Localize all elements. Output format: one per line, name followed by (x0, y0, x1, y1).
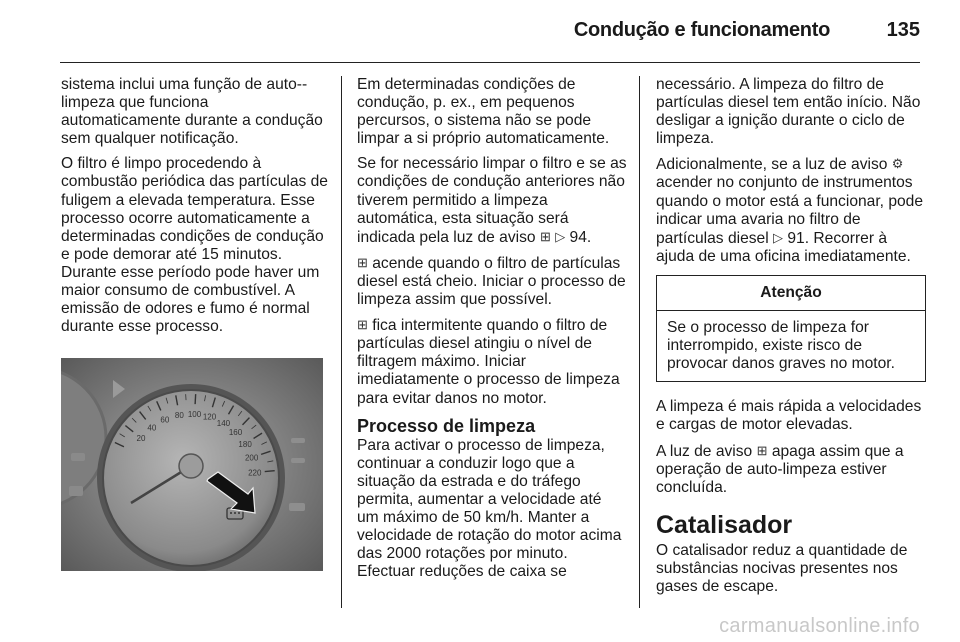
paragraph: A limpeza é mais rápida a velocidades e cargas de motor elevadas. (656, 398, 922, 434)
dpf-warning-icon: ⊞ (357, 254, 368, 270)
dpf-warning-icon: ⊞ (539, 228, 551, 244)
column-2 (357, 76, 627, 588)
dpf-warning-icon: ⊞ (756, 442, 768, 458)
speedometer-tick-label: 100 (187, 410, 202, 420)
column-divider-2 (639, 76, 640, 608)
column-1 (61, 76, 329, 343)
paragraph: sistema inclui uma função de auto--limpeza que funciona automaticamente durante a condução sem qualquer notificação. (61, 76, 323, 148)
speedometer-tick-label: 160 (228, 428, 243, 438)
paragraph: ⊞ acende quando o filtro de partículas diesel está cheio. Iniciar o processo de limpeza assim que possível. (357, 254, 626, 309)
paragraph: Em determinadas condições de condução, p. ex., em pequenos percursos, o sistema não se pode limpar a si próprio automaticamente. (357, 76, 610, 148)
speedometer-tick-label: 140 (216, 418, 231, 428)
section-heading: Processo de limpeza (357, 415, 536, 436)
paragraph: O filtro é limpo procedendo à combustão periódica das partículas de fuligem a elevada temperatura. Esse processo ocorre automaticamente a determinadas condições de condução e pode demorar até 15 minutos. Durante esse período pode haver um maior consumo de combustível. A emissão de odores e fumo é normal durante esse processo. (61, 155, 328, 336)
paragraph: Adicionalmente, se a luz de aviso ⚙ acender no conjunto de instrumentos quando o motor está a funcionar, pode indicar uma avaria no filtro de partículas diesel ▷ 91. Recorrer à ajuda de uma oficina imediatamente. (656, 156, 924, 265)
page-reference-arrow-icon: ▷ (555, 228, 566, 244)
warning-title: Atenção (657, 276, 925, 311)
paragraph: Para activar o processo de limpeza, continuar a conduzir logo que a situação da estrada e do tráfego permita, aumentar a velocidade até um máximo de 50 km/h. Manter a velocidade de rotação do motor acima das 2000 rotações por minuto. Efectuar reduções de caixa se (357, 436, 622, 581)
page-number: 135 (886, 19, 920, 41)
speedometer-tick-label: 60 (160, 415, 170, 425)
instrument-cluster-illustration (61, 358, 323, 571)
speedometer-tick (265, 471, 275, 472)
speedometer-tick-label: 180 (238, 439, 252, 449)
page-reference-arrow-icon: ▷ (773, 229, 784, 245)
speedometer-tick-label: 220 (248, 468, 262, 478)
warning-body: Se o processo de limpeza for interrompido, existe risco de provocar danos graves no motor. (667, 319, 895, 373)
paragraph: ⊞ fica intermitente quando o filtro de partículas diesel atingiu o nível de filtragem máximo. Iniciar imediatamente o processo de limpeza para evitar danos no motor. (357, 317, 620, 407)
speedometer-tick-label: 200 (244, 453, 259, 463)
paragraph: O catalisador reduz a quantidade de substâncias nocivas presentes nos gases de escape. (656, 541, 908, 595)
column-3 (656, 76, 926, 603)
section-heading: Catalisador (656, 510, 793, 539)
running-header-title: Condução e funcionamento (573, 19, 830, 41)
speedometer-tick-label: 40 (147, 423, 157, 433)
paragraph: necessário. A limpeza do filtro de partículas diesel tem então início. Não desligar a ignição durante o ciclo de limpeza. (656, 76, 921, 148)
paragraph: Se for necessário limpar o filtro e se as condições de condução anteriores não tiverem permitido a limpeza automática, esta situação será indicada pela luz de aviso ⊞ ▷ 94. (357, 155, 627, 246)
paragraph: A luz de aviso ⊞ apaga assim que a operação de auto-limpeza estiver concluída. (656, 442, 904, 496)
speedometer-tick (195, 394, 196, 404)
header-rule (60, 62, 920, 63)
speedometer-tick-label: 120 (202, 412, 217, 422)
speedometer-tick-label: 80 (174, 411, 184, 421)
column-divider-1 (341, 76, 342, 608)
speedometer-tick-label: 20 (136, 434, 146, 444)
warning-box (656, 275, 926, 382)
engine-warning-icon: ⚙ (891, 156, 904, 172)
dpf-warning-icon: ⊞ (357, 317, 368, 333)
watermark: carmanualsonline.info (719, 615, 920, 637)
